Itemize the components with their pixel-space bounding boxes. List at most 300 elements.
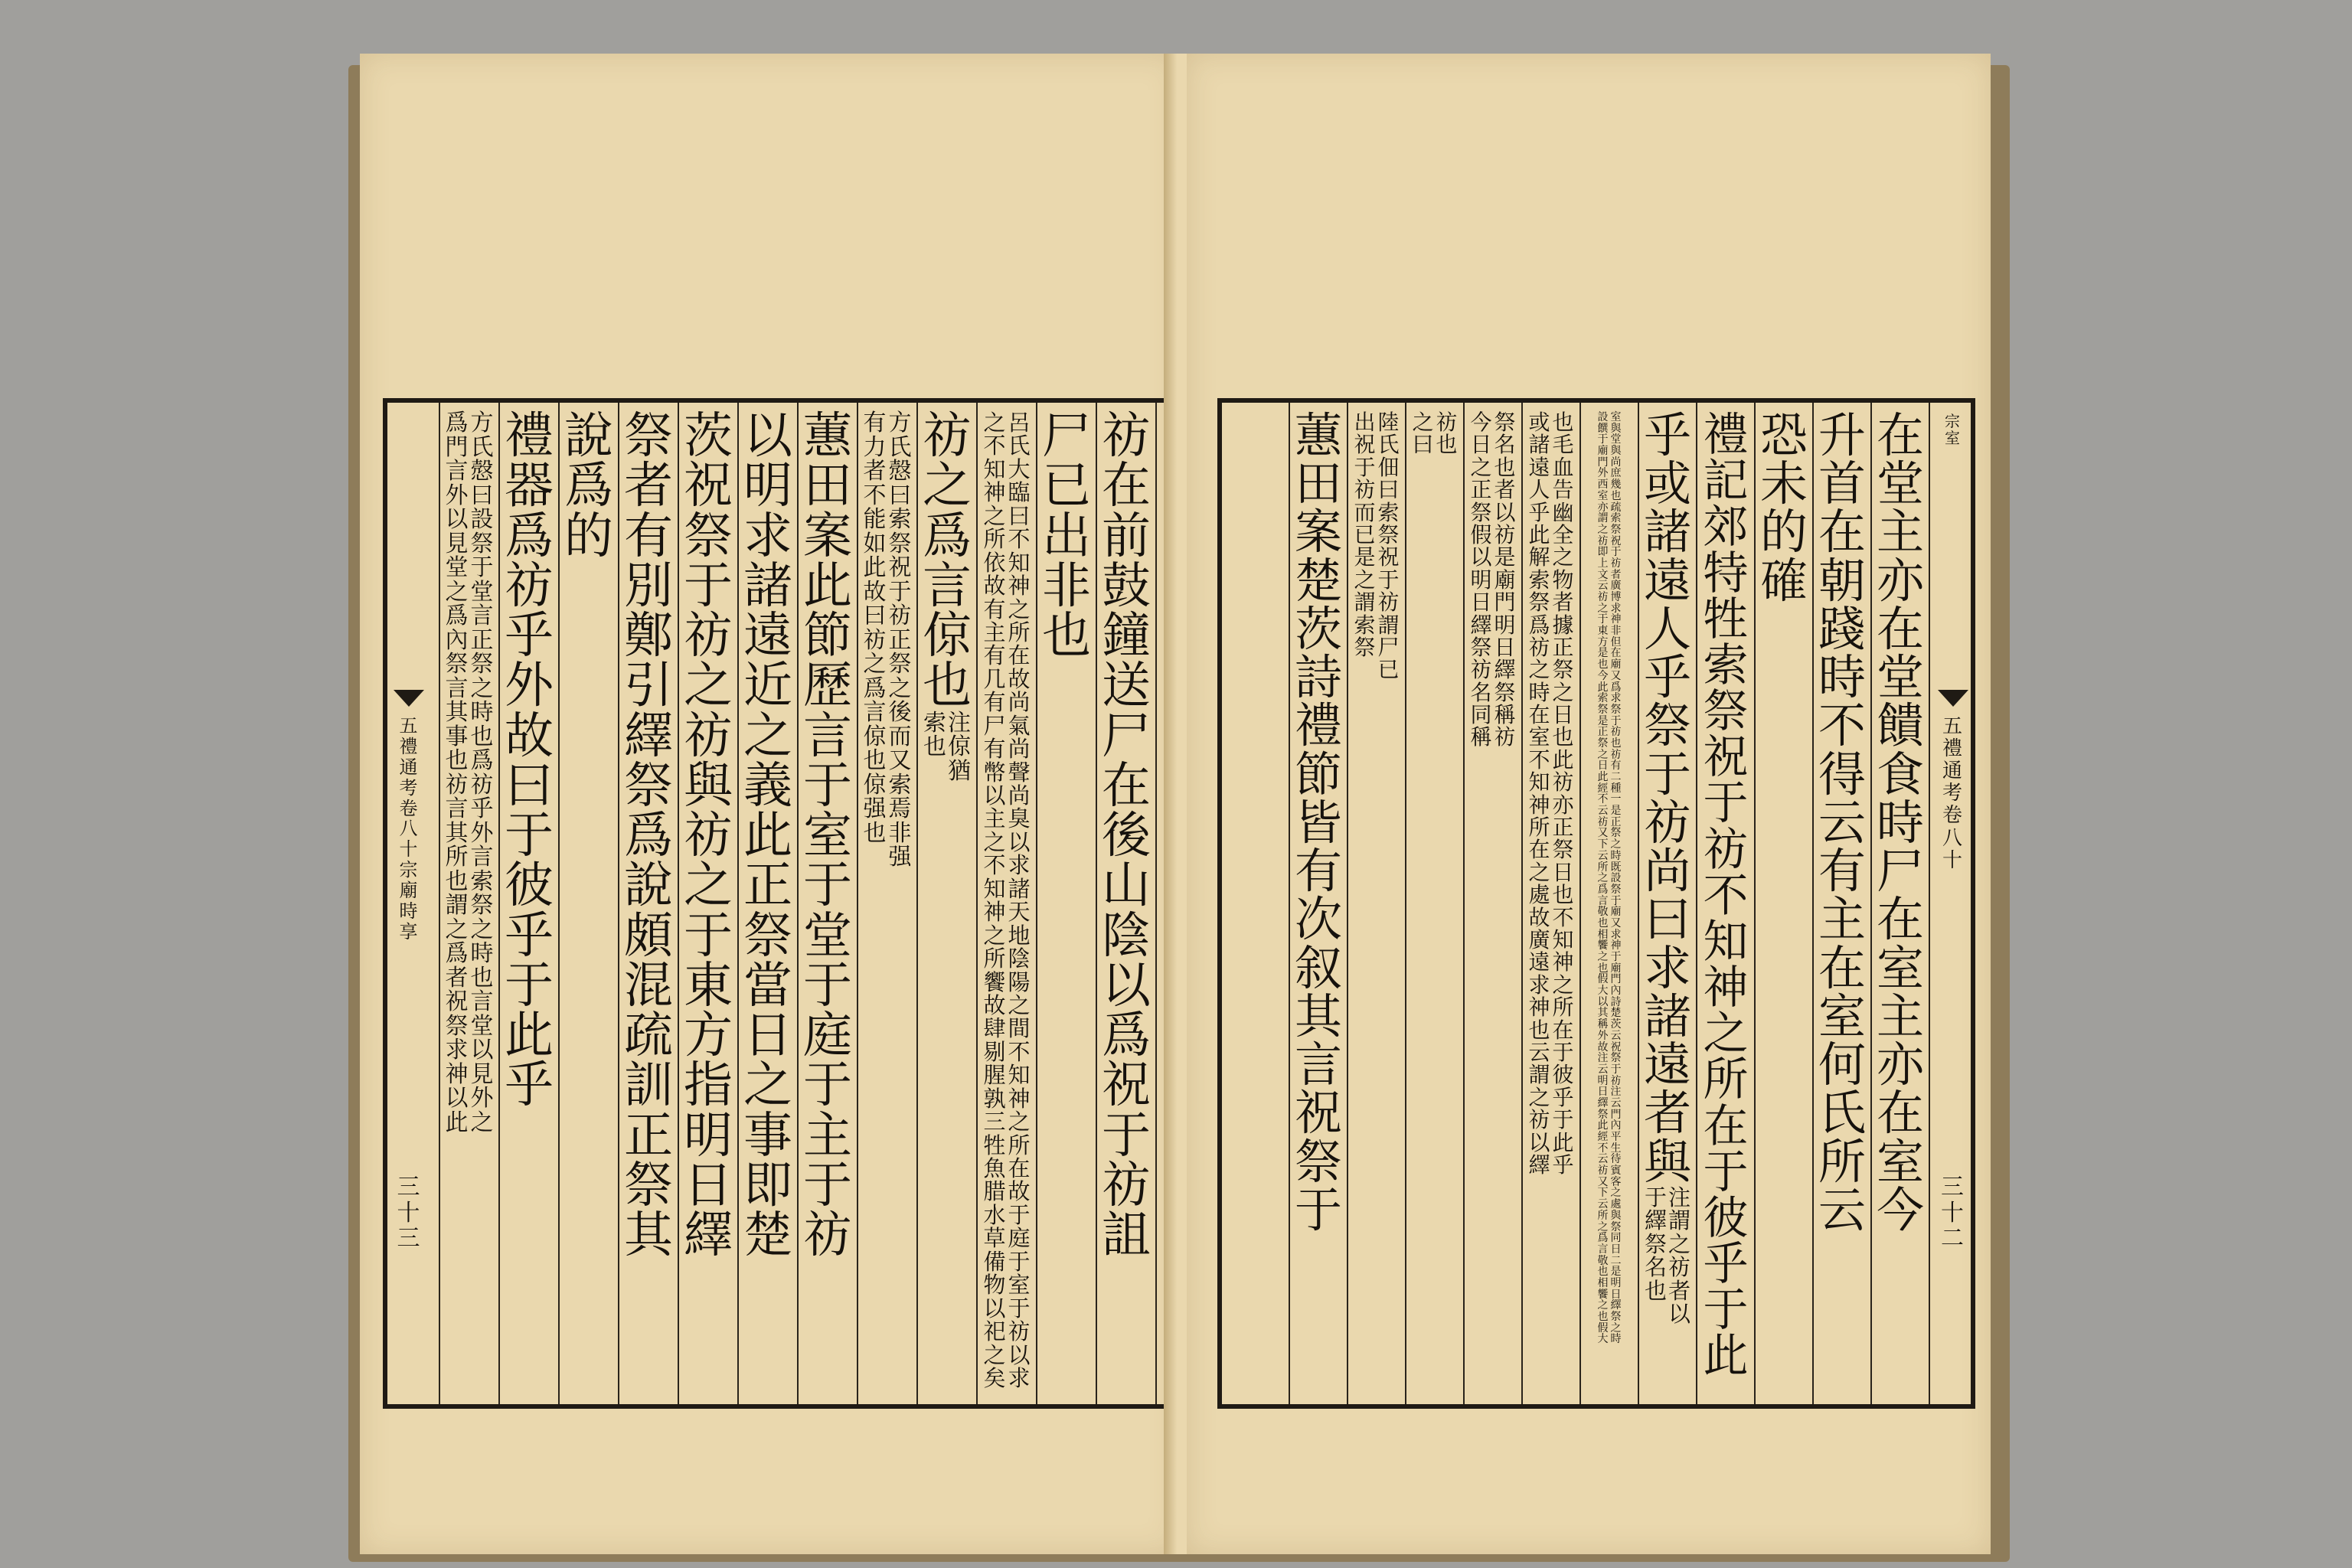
glyph: 所 [1008, 1132, 1031, 1158]
glyph: 倞 [863, 771, 887, 799]
glyph: 其 [445, 819, 469, 847]
glyph: 所 [1528, 815, 1550, 841]
glyph: 鄭 [624, 608, 673, 665]
glyph: 不 [1008, 526, 1031, 553]
glyph: 知 [983, 875, 1006, 902]
glyph: 近 [743, 658, 792, 715]
glyph: 陸 [1377, 410, 1400, 435]
glyph: 或 [1643, 456, 1691, 512]
glyph: 稱 [1494, 702, 1516, 728]
glyph: 神 [445, 1060, 469, 1088]
text-column [1697, 408, 1755, 1395]
glyph: 又 [1597, 1175, 1609, 1188]
glyph: 內 [1610, 1119, 1622, 1132]
commentary-subcolumn [1470, 412, 1491, 750]
glyph: 非 [1610, 625, 1622, 638]
glyph: 郊 [1703, 500, 1749, 554]
glyph: 求 [445, 1037, 469, 1063]
left-page [360, 54, 1179, 1554]
glyph: 廣 [1528, 926, 1550, 952]
glyph: 田 [1294, 456, 1342, 512]
glyph: 索 [1597, 692, 1609, 705]
glyph: 已 [1354, 521, 1376, 547]
glyph: 所 [1552, 995, 1574, 1021]
glyph: 正 [470, 626, 494, 654]
glyph: 血 [1552, 454, 1574, 480]
glyph: 經 [1597, 782, 1609, 795]
text-column [1289, 407, 1348, 1395]
glyph: 正 [1597, 726, 1609, 739]
glyph: 之 [983, 502, 1006, 529]
glyph: 堂 [470, 578, 494, 606]
glyph: 謂 [1377, 612, 1400, 638]
glyph: 庶 [1610, 467, 1622, 480]
glyph: 在 [1528, 702, 1550, 728]
glyph: 云 [1818, 794, 1866, 851]
glyph: 神 [1610, 939, 1622, 952]
glyph: 之 [1668, 1230, 1691, 1257]
glyph: 稱 [1597, 1018, 1609, 1031]
glyph: 日 [1470, 432, 1492, 458]
commentary-subcolumn [471, 412, 494, 1135]
commentary-column [1348, 412, 1406, 1395]
glyph: 于 [1354, 454, 1376, 480]
commentary-subcolumn [1611, 412, 1622, 1345]
glyph: 也 [1610, 489, 1622, 502]
glyph: 是 [1597, 647, 1609, 660]
glyph: 力 [863, 433, 887, 461]
inline-note [1644, 1184, 1691, 1327]
glyph: 于 [1610, 951, 1622, 963]
glyph: 求 [1528, 972, 1550, 998]
glyph: 索 [1354, 612, 1376, 638]
glyph: 祝 [1102, 1057, 1151, 1115]
glyph: 方 [470, 410, 494, 436]
glyph: 謂 [1668, 1207, 1691, 1234]
left-page-margin-strip [387, 403, 430, 1404]
glyph: 祭 [1552, 837, 1574, 863]
glyph: 上 [1597, 557, 1609, 570]
glyph: 祭 [470, 651, 494, 678]
glyph: 田 [803, 458, 852, 515]
text-column [1755, 407, 1813, 1395]
glyph: 敬 [1597, 906, 1609, 919]
glyph: 于 [888, 578, 912, 606]
glyph: 能 [863, 506, 887, 533]
glyph: 大 [1008, 456, 1031, 482]
glyph: 注 [1597, 1052, 1609, 1065]
glyph: 之 [1008, 1109, 1031, 1135]
glyph: 亦 [1876, 552, 1924, 609]
glyph: 次 [1294, 891, 1342, 948]
glyph: 曰 [863, 603, 887, 629]
glyph: 時 [1528, 679, 1550, 705]
glyph: 食 [1876, 746, 1924, 802]
glyph: 之 [1528, 1084, 1550, 1110]
glyph: 如 [863, 530, 887, 557]
margin-char: 考 [399, 776, 418, 799]
glyph: 在 [1876, 891, 1924, 948]
text-column [619, 408, 678, 1395]
glyph: 日 [1470, 590, 1492, 616]
glyph: 云 [1597, 1153, 1609, 1166]
glyph: 索 [888, 506, 912, 533]
glyph: 言 [1597, 894, 1609, 907]
glyph: 室 [1876, 1133, 1924, 1190]
glyph: 今 [1470, 410, 1492, 435]
glyph: 求 [1008, 852, 1031, 879]
margin-char: 十 [1942, 848, 1962, 872]
glyph: 祊 [1354, 477, 1376, 503]
glyph: 又 [1597, 827, 1609, 840]
glyph: 同 [1470, 702, 1492, 728]
glyph: 又 [1610, 669, 1622, 682]
glyph: 是 [1610, 805, 1622, 818]
glyph: 有 [983, 642, 1006, 669]
glyph: 祭 [1610, 1311, 1622, 1323]
glyph: 祭 [1354, 634, 1376, 660]
glyph: 所 [1008, 619, 1031, 645]
glyph: 臭 [1008, 805, 1031, 832]
glyph: 此 [863, 554, 887, 581]
glyph: 云 [1528, 1039, 1550, 1065]
glyph: 云 [1610, 1029, 1622, 1042]
glyph: 祊 [1610, 557, 1622, 570]
glyph: 祭 [624, 757, 673, 815]
glyph: 之 [470, 675, 494, 702]
glyph: 乎 [1552, 1152, 1574, 1178]
glyph: 大 [1597, 1333, 1609, 1346]
glyph: 在 [1008, 642, 1031, 669]
main-text [1871, 407, 1929, 1238]
glyph: 草 [983, 1225, 1006, 1252]
glyph: 楚 [1294, 552, 1342, 609]
glyph: 名 [1494, 432, 1516, 458]
glyph: 祭 [1610, 1052, 1622, 1065]
glyph: 之 [1528, 859, 1550, 885]
glyph: 于 [505, 957, 554, 1014]
commentary-subcolumn [983, 412, 1005, 1390]
glyph: 以 [445, 1085, 469, 1112]
glyph: 何 [1818, 1037, 1866, 1093]
glyph: 或 [1528, 410, 1550, 435]
glyph: 所 [983, 526, 1006, 553]
text-column [1871, 407, 1929, 1395]
glyph: 堂 [803, 907, 852, 965]
glyph: 云 [1597, 1198, 1609, 1211]
glyph: 見 [470, 1060, 494, 1088]
commentary-column [1580, 412, 1638, 1395]
glyph: 之 [743, 707, 792, 765]
glyph: 有 [983, 689, 1006, 716]
glyph: 東 [684, 957, 733, 1014]
glyph: 爲 [470, 747, 494, 774]
glyph: 毛 [1552, 432, 1574, 458]
glyph: 慤 [470, 458, 494, 485]
glyph: 祭 [1643, 697, 1691, 754]
glyph: 是 [1354, 544, 1376, 570]
glyph: 知 [1528, 769, 1550, 795]
glyph: 乎 [505, 608, 554, 665]
glyph: 說 [624, 858, 673, 915]
glyph: 乎 [1643, 649, 1691, 706]
glyph: 魚 [983, 1155, 1006, 1181]
glyph: 正 [1552, 634, 1574, 660]
glyph: 氏 [1818, 1085, 1866, 1142]
glyph: 祊 [1597, 1165, 1609, 1178]
glyph: 正 [1610, 815, 1622, 828]
glyph: 也 [445, 867, 469, 895]
glyph: 以 [983, 782, 1006, 808]
glyph: 在 [1703, 1099, 1749, 1152]
main-text [1289, 407, 1348, 1238]
main-text [1037, 408, 1096, 665]
glyph: 稱 [1470, 724, 1492, 750]
glyph: 剔 [983, 1038, 1006, 1065]
glyph: 于 [1008, 1248, 1031, 1275]
glyph: 明 [1610, 1276, 1622, 1289]
glyph: 引 [624, 658, 673, 715]
glyph: 記 [1703, 454, 1749, 508]
glyph: 之 [1597, 602, 1609, 615]
glyph: 呂 [1008, 410, 1031, 436]
glyph: 祭 [445, 651, 469, 678]
glyph: 有 [624, 508, 673, 565]
glyph: 案 [803, 508, 852, 565]
glyph: 求 [1008, 1364, 1031, 1391]
glyph: 幣 [983, 759, 1006, 786]
glyph: 祊 [1643, 794, 1691, 851]
glyph: 後 [1102, 808, 1151, 865]
glyph: 祭 [1377, 521, 1400, 547]
glyph: 也 [1528, 1017, 1550, 1043]
glyph: 祭 [1494, 679, 1516, 705]
glyph: 言 [445, 458, 469, 485]
glyph: 以 [1597, 995, 1609, 1008]
glyph: 于 [803, 1057, 852, 1115]
main-text [738, 408, 798, 1265]
glyph: 求 [743, 508, 792, 565]
glyph: 祭 [624, 408, 673, 465]
glyph: 繹 [1470, 612, 1492, 638]
glyph: 外 [505, 658, 554, 715]
glyph: 以 [1008, 828, 1031, 855]
glyph: 堂 [1876, 649, 1924, 706]
glyph: 謂 [1528, 1062, 1550, 1088]
main-text [559, 408, 619, 565]
glyph: 時 [470, 940, 494, 967]
glyph: 也 [1597, 916, 1609, 929]
glyph: 以 [445, 506, 469, 533]
glyph: 鼓 [1102, 557, 1151, 615]
glyph: 之 [888, 675, 912, 702]
glyph: 設 [1610, 872, 1622, 885]
glyph: 事 [743, 1107, 792, 1165]
glyph: 祭 [1610, 883, 1622, 896]
glyph: 解 [1528, 544, 1550, 570]
text-column [1813, 407, 1871, 1395]
glyph: 神 [1008, 573, 1031, 599]
glyph: 疏 [1610, 501, 1622, 514]
glyph: 索 [1377, 499, 1400, 525]
glyph: 在 [1876, 407, 1924, 463]
glyph: 地 [1008, 922, 1031, 949]
glyph: 者 [1494, 477, 1516, 503]
glyph: 求 [1610, 602, 1622, 615]
glyph: 下 [1597, 838, 1609, 851]
margin-char: 享 [399, 920, 418, 942]
glyph: 祝 [1294, 1085, 1342, 1142]
glyph: 以 [743, 408, 792, 465]
glyph: 也 [863, 747, 887, 774]
main-text [1096, 408, 1156, 1265]
glyph: 聲 [1008, 759, 1031, 786]
glyph: 云 [1597, 580, 1609, 593]
glyph: 祊 [1552, 769, 1574, 795]
glyph: 主 [1818, 891, 1866, 948]
glyph: 于 [803, 957, 852, 1014]
glyph: 爲 [1610, 681, 1622, 694]
glyph: 也 [923, 733, 946, 761]
glyph: 祝 [445, 988, 469, 1015]
glyph: 尚 [1610, 456, 1622, 469]
glyph: 假 [1597, 973, 1609, 986]
glyph: 饗 [1597, 939, 1609, 952]
glyph: 主 [1876, 504, 1924, 560]
glyph: 大 [1597, 985, 1609, 998]
glyph: 其 [624, 1207, 673, 1265]
glyph: 見 [445, 530, 469, 557]
fishtail-mark-icon [394, 690, 424, 707]
glyph: 室 [1876, 939, 1924, 996]
glyph: 牲 [983, 1132, 1006, 1158]
glyph: 也 [445, 747, 469, 774]
glyph: 所 [445, 844, 469, 871]
glyph: 故 [983, 991, 1006, 1018]
glyph: 神 [1552, 949, 1574, 975]
glyph: 主 [983, 619, 1006, 645]
glyph: 强 [888, 844, 912, 871]
commentary-column [858, 412, 917, 1395]
glyph: 爲 [505, 508, 554, 565]
commentary-column [1406, 412, 1464, 1395]
glyph: 乎 [1528, 499, 1550, 525]
glyph: 尸 [1042, 408, 1091, 465]
glyph: 尸 [1102, 707, 1151, 765]
glyph: 以 [1494, 499, 1516, 525]
glyph: 日 [1610, 1243, 1622, 1256]
glyph: 之 [1610, 838, 1622, 851]
glyph: 祊 [1102, 1157, 1151, 1214]
glyph: 祊 [1668, 1254, 1691, 1281]
glyph: 故 [863, 578, 887, 606]
glyph: 二 [1610, 771, 1622, 783]
glyph: 明 [1494, 612, 1516, 638]
glyph: 設 [470, 506, 494, 533]
glyph: 之 [1412, 410, 1434, 435]
glyph: 祝 [684, 458, 733, 515]
commentary-column [1464, 412, 1522, 1395]
right-page [1187, 54, 1991, 1554]
commentary-column [1522, 412, 1580, 1395]
glyph: 與 [684, 757, 733, 815]
glyph: 于 [684, 557, 733, 615]
margin-char: 通 [1942, 760, 1962, 783]
glyph: 者 [1668, 1277, 1691, 1304]
glyph: 室 [1818, 988, 1866, 1044]
glyph: 以 [983, 1295, 1006, 1321]
glyph: 祝 [1610, 534, 1622, 547]
glyph: 之 [684, 858, 733, 915]
glyph: 祊 [1597, 534, 1609, 547]
glyph: 爲 [624, 808, 673, 865]
glyph: 祭 [743, 907, 792, 965]
glyph: 日 [1552, 702, 1574, 728]
glyph: 于 [1552, 1039, 1574, 1065]
glyph: 在 [1876, 1085, 1924, 1142]
glyph: 庭 [1008, 1225, 1031, 1252]
glyph: 待 [1610, 1153, 1622, 1166]
glyph: 所 [1597, 861, 1609, 874]
glyph: 混 [624, 957, 673, 1014]
glyph: 茨 [684, 408, 733, 465]
glyph: 佃 [1377, 454, 1400, 480]
glyph: 器 [505, 458, 554, 515]
glyph: 也 [1552, 882, 1574, 908]
glyph: 明 [1470, 567, 1492, 593]
glyph: 祭 [888, 530, 912, 557]
glyph: 于 [1008, 1295, 1031, 1321]
glyph: 也 [1436, 432, 1458, 458]
glyph: 處 [1528, 882, 1550, 908]
glyph: 繹 [1610, 1299, 1622, 1312]
glyph: 人 [1528, 477, 1550, 503]
glyph: 有 [983, 736, 1006, 763]
glyph: 于 [803, 1157, 852, 1214]
main-text [798, 408, 858, 1265]
glyph: 廟 [1597, 445, 1609, 458]
glyph: 諸 [1528, 432, 1550, 458]
glyph: 外 [470, 1085, 494, 1112]
glyph: 時 [1876, 794, 1924, 851]
glyph: 孰 [983, 1085, 1006, 1112]
main-text [917, 408, 977, 785]
commentary-subcolumn [1553, 412, 1574, 1177]
glyph: 在 [1610, 647, 1622, 660]
glyph: 祊 [1470, 657, 1492, 683]
text-column [678, 408, 738, 1395]
glyph: 爲 [1102, 1008, 1151, 1065]
glyph: 索 [923, 709, 946, 737]
glyph: 又 [1610, 916, 1622, 929]
glyph: 者 [624, 458, 673, 515]
main-text [1697, 408, 1755, 1383]
glyph: 不 [983, 852, 1006, 879]
glyph: 種 [1610, 782, 1622, 795]
glyph: 也 [923, 658, 972, 715]
glyph: 外 [1597, 1029, 1609, 1042]
text-column [738, 408, 798, 1395]
glyph: 之 [1470, 454, 1492, 480]
commentary-subcolumn [1494, 412, 1516, 750]
glyph: 于 [684, 907, 733, 965]
glyph: 之 [1597, 523, 1609, 536]
glyph: 祊 [1494, 521, 1516, 547]
glyph: 祊 [1703, 822, 1749, 876]
glyph: 祭 [684, 508, 733, 565]
glyph: 事 [445, 723, 469, 750]
margin-char: 五 [1942, 715, 1962, 738]
